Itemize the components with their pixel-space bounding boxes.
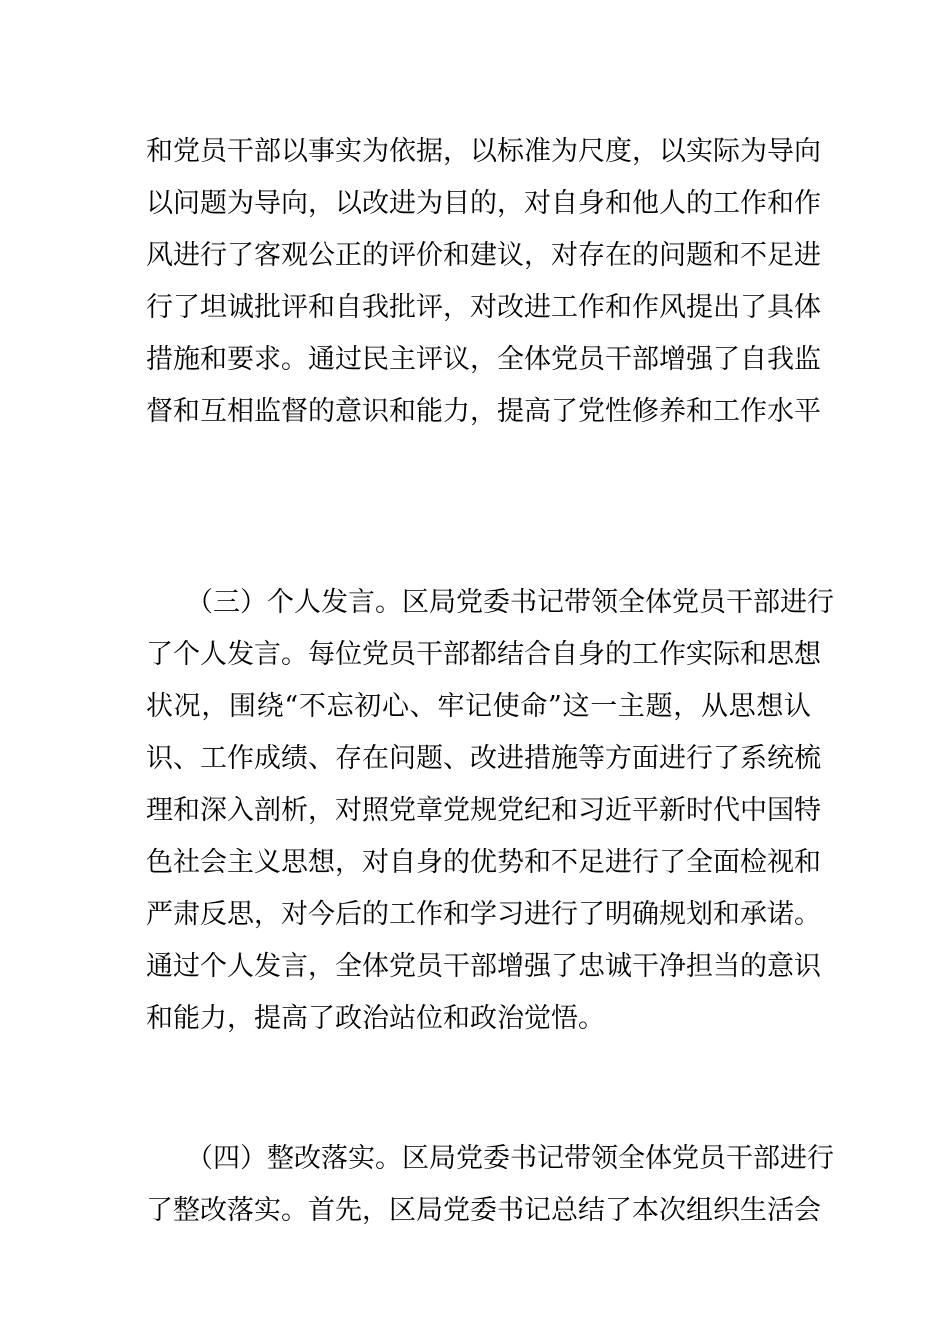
- paragraph-1-line-6: 督和互相监督的意识和能力，提高了党性修养和工作水平: [146, 396, 821, 427]
- paragraph-2-line-5: 理和深入剖析，对照党章党规党纪和习近平新时代中国特: [146, 795, 821, 826]
- paragraph-2-line-4: 识、工作成绩、存在问题、改进措施等方面进行了系统梳: [146, 743, 821, 774]
- paragraph-1-line-1: 和党员干部以事实为依据，以标准为尺度，以实际为导向: [146, 136, 821, 167]
- paragraph-2-line-2: 了个人发言。每位党员干部都结合自身的工作实际和思想: [146, 639, 821, 670]
- paragraph-3-line-1: （四）整改落实。区局党委书记带领全体党员干部进行: [186, 1143, 834, 1174]
- paragraph-2-line-3: 状况，围绕“不忘初心、牢记使命”这一主题，从思想认: [146, 691, 811, 722]
- paragraph-2-line-9: 和能力，提高了政治站位和政治觉悟。: [146, 1003, 605, 1034]
- paragraph-1-line-4: 行了坦诚批评和自我批评，对改进工作和作风提出了具体: [146, 292, 821, 323]
- paragraph-2-line-8: 通过个人发言，全体党员干部增强了忠诚干净担当的意识: [146, 951, 821, 982]
- paragraph-1-line-3: 风进行了客观公正的评价和建议，对存在的问题和不足进: [146, 240, 821, 271]
- paragraph-2-line-1: （三）个人发言。区局党委书记带领全体党员干部进行: [186, 587, 834, 618]
- paragraph-2-line-6: 色社会主义思想，对自身的优势和不足进行了全面检视和: [146, 847, 821, 878]
- paragraph-3-line-2: 了整改落实。首先，区局党委书记总结了本次组织生活会: [146, 1195, 821, 1226]
- paragraph-2-line-7: 严肃反思，对今后的工作和学习进行了明确规划和承诺。: [146, 899, 821, 930]
- paragraph-1-line-5: 措施和要求。通过民主评议，全体党员干部增强了自我监: [146, 344, 821, 375]
- paragraph-1-line-2: 以问题为导向，以改进为目的，对自身和他人的工作和作: [146, 188, 821, 219]
